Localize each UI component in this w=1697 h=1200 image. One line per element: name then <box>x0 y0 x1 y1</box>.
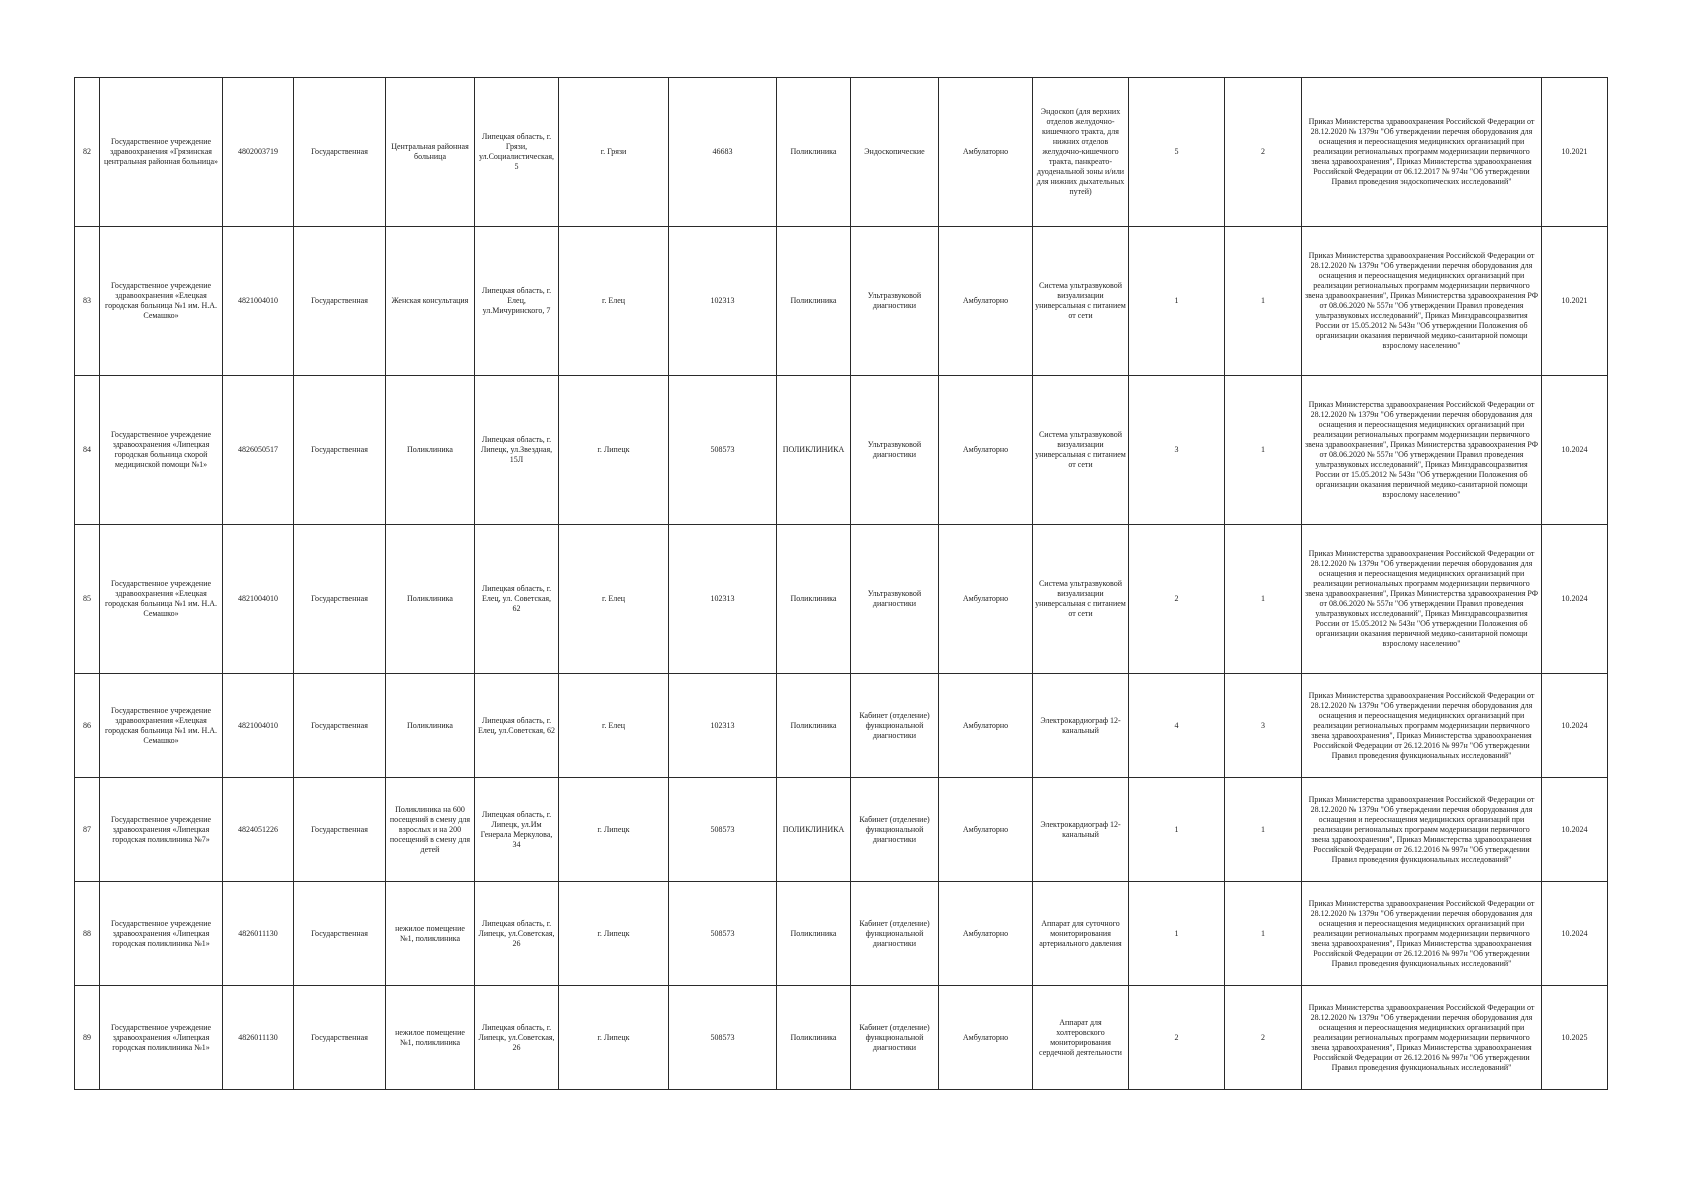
equipment-name-cell: Система ультразвуковой визуализации универсальная с питанием от сети <box>1033 227 1129 376</box>
subdivision-name-cell: Поликлиника на 600 посещений в смену для взрослых и на 200 посещений в смену для детей <box>386 778 475 882</box>
facility-type-cell: ПОЛИКЛИНИКА <box>777 376 851 525</box>
regulation-order-cell: Приказ Министерства здравоохранения Российской Федерации от 28.12.2020 № 1379н "Об утверждении перечня оборудования для оснащения и переоснащения медицинских организаций при реализации региональных программ модернизации первичного звена здравоохранения", Приказ Министерства здравоохранения РФ от 08.06.2020 № 557н "Об утверждении Правил проведения ультразвуковых исследований", Приказ Минздравсоцразвития России от 15.05.2012 № 543н "Об утверждении Положения об организации оказания первичной медико-санитарной помощи взрослому населению" <box>1302 376 1542 525</box>
organization-name-cell: Государственное учреждение здравоохранения «Липецкая городская поликлиника №7» <box>100 778 223 882</box>
equipment-name-cell: Система ультразвуковой визуализации универсальная с питанием от сети <box>1033 376 1129 525</box>
ownership-type-cell: Государственная <box>294 986 386 1090</box>
delivery-date-cell: 10.2024 <box>1542 525 1608 674</box>
address-cell: Липецкая область, г. Елец, ул. Советская, 62 <box>475 525 559 674</box>
oktmo-code-cell: 508573 <box>669 778 777 882</box>
inn-code-cell: 4826050517 <box>223 376 294 525</box>
care-conditions-cell: Амбулаторно <box>939 986 1033 1090</box>
address-cell: Липецкая область, г. Елец, ул.Мичуринского, 7 <box>475 227 559 376</box>
table-row <box>75 778 1608 882</box>
subdivision-name-cell: Женская консультация <box>386 227 475 376</box>
regulation-order-cell: Приказ Министерства здравоохранения Российской Федерации от 28.12.2020 № 1379н "Об утверждении перечня оборудования для оснащения и переоснащения медицинских организаций при реализации региональных программ модернизации первичного звена здравоохранения", Приказ Министерства здравоохранения Российской Федерации от 06.12.2017 № 974н "Об утверждении Правил проведения эндоскопических исследований" <box>1302 78 1542 227</box>
subdivision-name-cell: Центральная районная больница <box>386 78 475 227</box>
oktmo-code-cell: 508573 <box>669 376 777 525</box>
equipment-registry-table <box>74 77 1608 1090</box>
address-cell: Липецкая область, г. Липецк, ул.Советская, 26 <box>475 882 559 986</box>
room-type-cell: Ультразвуковой диагностики <box>851 227 939 376</box>
facility-type-cell: Поликлиника <box>777 882 851 986</box>
subdivision-name-cell: Поликлиника <box>386 525 475 674</box>
ownership-type-cell: Государственная <box>294 882 386 986</box>
room-type-cell: Эндоскопические <box>851 78 939 227</box>
inn-code-cell: 4802003719 <box>223 78 294 227</box>
oktmo-code-cell: 102313 <box>669 674 777 778</box>
equipment-quantity-required-cell: 3 <box>1225 674 1302 778</box>
equipment-quantity-cell: 3 <box>1129 376 1225 525</box>
equipment-name-cell: Электрокардиограф 12-канальный <box>1033 674 1129 778</box>
row-number-cell: 88 <box>75 882 100 986</box>
row-number-cell: 82 <box>75 78 100 227</box>
equipment-quantity-cell: 2 <box>1129 525 1225 674</box>
organization-name-cell: Государственное учреждение здравоохранения «Липецкая городская больница скорой медицинской помощи №1» <box>100 376 223 525</box>
regulation-order-cell: Приказ Министерства здравоохранения Российской Федерации от 28.12.2020 № 1379н "Об утверждении перечня оборудования для оснащения и переоснащения медицинских организаций при реализации региональных программ модернизации первичного звена здравоохранения", Приказ Министерства здравоохранения РФ от 08.06.2020 № 557н "Об утверждении Правил проведения ультразвуковых исследований", Приказ Минздравсоцразвития России от 15.05.2012 № 543н "Об утверждении Положения об организации оказания первичной медико-санитарной помощи взрослому населению" <box>1302 227 1542 376</box>
oktmo-code-cell: 102313 <box>669 227 777 376</box>
organization-name-cell: Государственное учреждение здравоохранения «Елецкая городская больница №1 им. Н.А. Семашко» <box>100 525 223 674</box>
city-cell: г. Липецк <box>559 376 669 525</box>
table-row <box>75 986 1608 1090</box>
room-type-cell: Кабинет (отделение) функциональной диагностики <box>851 986 939 1090</box>
organization-name-cell: Государственное учреждение здравоохранения «Елецкая городская больница №1 им. Н.А. Семашко» <box>100 227 223 376</box>
facility-type-cell: Поликлиника <box>777 674 851 778</box>
regulation-order-cell: Приказ Министерства здравоохранения Российской Федерации от 28.12.2020 № 1379н "Об утверждении перечня оборудования для оснащения и переоснащения медицинских организаций при реализации региональных программ модернизации первичного звена здравоохранения", Приказ Министерства здравоохранения Российской Федерации от 26.12.2016 № 997н "Об утверждении Правил проведения функциональных исследований" <box>1302 778 1542 882</box>
room-type-cell: Кабинет (отделение) функциональной диагностики <box>851 882 939 986</box>
subdivision-name-cell: Поликлиника <box>386 376 475 525</box>
equipment-quantity-required-cell: 2 <box>1225 986 1302 1090</box>
equipment-name-cell: Аппарат для холтеровского мониторирования сердечной деятельности <box>1033 986 1129 1090</box>
table-row <box>75 674 1608 778</box>
regulation-order-cell: Приказ Министерства здравоохранения Российской Федерации от 28.12.2020 № 1379н "Об утверждении перечня оборудования для оснащения и переоснащения медицинских организаций при реализации региональных программ модернизации первичного звена здравоохранения", Приказ Министерства здравоохранения Российской Федерации от 26.12.2016 № 997н "Об утверждении Правил проведения функциональных исследований" <box>1302 986 1542 1090</box>
subdivision-name-cell: нежилое помещение №1, поликлиника <box>386 882 475 986</box>
ownership-type-cell: Государственная <box>294 78 386 227</box>
table-row <box>75 78 1608 227</box>
organization-name-cell: Государственное учреждение здравоохранения «Липецкая городская поликлиника №1» <box>100 882 223 986</box>
address-cell: Липецкая область, г. Липецк, ул.Советская, 26 <box>475 986 559 1090</box>
ownership-type-cell: Государственная <box>294 674 386 778</box>
table-row <box>75 882 1608 986</box>
organization-name-cell: Государственное учреждение здравоохранения «Елецкая городская больница №1 им. Н.А. Семашко» <box>100 674 223 778</box>
oktmo-code-cell: 46683 <box>669 78 777 227</box>
city-cell: г. Липецк <box>559 986 669 1090</box>
registry-body <box>75 78 1608 1090</box>
room-type-cell: Ультразвуковой диагностики <box>851 376 939 525</box>
subdivision-name-cell: Поликлиника <box>386 674 475 778</box>
delivery-date-cell: 10.2024 <box>1542 778 1608 882</box>
inn-code-cell: 4821004010 <box>223 674 294 778</box>
row-number-cell: 86 <box>75 674 100 778</box>
row-number-cell: 87 <box>75 778 100 882</box>
city-cell: г. Елец <box>559 525 669 674</box>
ownership-type-cell: Государственная <box>294 227 386 376</box>
city-cell: г. Елец <box>559 674 669 778</box>
equipment-name-cell: Система ультразвуковой визуализации универсальная с питанием от сети <box>1033 525 1129 674</box>
equipment-quantity-required-cell: 1 <box>1225 778 1302 882</box>
facility-type-cell: Поликлиника <box>777 986 851 1090</box>
oktmo-code-cell: 508573 <box>669 986 777 1090</box>
equipment-quantity-cell: 1 <box>1129 227 1225 376</box>
oktmo-code-cell: 508573 <box>669 882 777 986</box>
care-conditions-cell: Амбулаторно <box>939 376 1033 525</box>
regulation-order-cell: Приказ Министерства здравоохранения Российской Федерации от 28.12.2020 № 1379н "Об утверждении перечня оборудования для оснащения и переоснащения медицинских организаций при реализации региональных программ модернизации первичного звена здравоохранения", Приказ Министерства здравоохранения РФ от 08.06.2020 № 557н "Об утверждении Правил проведения ультразвуковых исследований", Приказ Минздравсоцразвития России от 15.05.2012 № 543н "Об утверждении Положения об организации оказания первичной медико-санитарной помощи взрослому населению" <box>1302 525 1542 674</box>
care-conditions-cell: Амбулаторно <box>939 674 1033 778</box>
care-conditions-cell: Амбулаторно <box>939 882 1033 986</box>
care-conditions-cell: Амбулаторно <box>939 78 1033 227</box>
equipment-quantity-required-cell: 1 <box>1225 882 1302 986</box>
inn-code-cell: 4826011130 <box>223 882 294 986</box>
row-number-cell: 83 <box>75 227 100 376</box>
organization-name-cell: Государственное учреждение здравоохранения «Грязинская центральная районная больница» <box>100 78 223 227</box>
inn-code-cell: 4826011130 <box>223 986 294 1090</box>
delivery-date-cell: 10.2021 <box>1542 227 1608 376</box>
delivery-date-cell: 10.2021 <box>1542 78 1608 227</box>
equipment-name-cell: Электрокардиограф 12-канальный <box>1033 778 1129 882</box>
delivery-date-cell: 10.2025 <box>1542 986 1608 1090</box>
room-type-cell: Кабинет (отделение) функциональной диагностики <box>851 674 939 778</box>
city-cell: г. Грязи <box>559 78 669 227</box>
city-cell: г. Липецк <box>559 778 669 882</box>
room-type-cell: Ультразвуковой диагностики <box>851 525 939 674</box>
facility-type-cell: Поликлиника <box>777 78 851 227</box>
delivery-date-cell: 10.2024 <box>1542 882 1608 986</box>
equipment-name-cell: Эндоскоп (для верхних отделов желудочно-кишечного тракта, для нижних отделов желудочно-кишечного тракта, панкреато-дуоденальной зоны и/или для нижних дыхательных путей) <box>1033 78 1129 227</box>
equipment-quantity-required-cell: 2 <box>1225 78 1302 227</box>
row-number-cell: 89 <box>75 986 100 1090</box>
address-cell: Липецкая область, г. Липецк, ул.Им Генерала Меркулова, 34 <box>475 778 559 882</box>
subdivision-name-cell: нежилое помещение №1, поликлиника <box>386 986 475 1090</box>
regulation-order-cell: Приказ Министерства здравоохранения Российской Федерации от 28.12.2020 № 1379н "Об утверждении перечня оборудования для оснащения и переоснащения медицинских организаций при реализации региональных программ модернизации первичного звена здравоохранения", Приказ Министерства здравоохранения Российской Федерации от 26.12.2016 № 997н "Об утверждении Правил проведения функциональных исследований" <box>1302 674 1542 778</box>
care-conditions-cell: Амбулаторно <box>939 227 1033 376</box>
equipment-quantity-cell: 2 <box>1129 986 1225 1090</box>
organization-name-cell: Государственное учреждение здравоохранения «Липецкая городская поликлиника №1» <box>100 986 223 1090</box>
oktmo-code-cell: 102313 <box>669 525 777 674</box>
inn-code-cell: 4821004010 <box>223 227 294 376</box>
equipment-quantity-required-cell: 1 <box>1225 227 1302 376</box>
delivery-date-cell: 10.2024 <box>1542 674 1608 778</box>
ownership-type-cell: Государственная <box>294 525 386 674</box>
facility-type-cell: Поликлиника <box>777 227 851 376</box>
facility-type-cell: ПОЛИКЛИНИКА <box>777 778 851 882</box>
row-number-cell: 84 <box>75 376 100 525</box>
inn-code-cell: 4821004010 <box>223 525 294 674</box>
facility-type-cell: Поликлиника <box>777 525 851 674</box>
equipment-quantity-cell: 5 <box>1129 78 1225 227</box>
inn-code-cell: 4824051226 <box>223 778 294 882</box>
address-cell: Липецкая область, г. Грязи, ул.Социалистическая, 5 <box>475 78 559 227</box>
equipment-quantity-cell: 1 <box>1129 778 1225 882</box>
table-row <box>75 525 1608 674</box>
delivery-date-cell: 10.2024 <box>1542 376 1608 525</box>
equipment-quantity-cell: 4 <box>1129 674 1225 778</box>
equipment-quantity-required-cell: 1 <box>1225 376 1302 525</box>
row-number-cell: 85 <box>75 525 100 674</box>
regulation-order-cell: Приказ Министерства здравоохранения Российской Федерации от 28.12.2020 № 1379н "Об утверждении перечня оборудования для оснащения и переоснащения медицинских организаций при реализации региональных программ модернизации первичного звена здравоохранения", Приказ Министерства здравоохранения Российской Федерации от 26.12.2016 № 997н "Об утверждении Правил проведения функциональных исследований" <box>1302 882 1542 986</box>
room-type-cell: Кабинет (отделение) функциональной диагностики <box>851 778 939 882</box>
address-cell: Липецкая область, г. Елец, ул.Советская, 62 <box>475 674 559 778</box>
city-cell: г. Елец <box>559 227 669 376</box>
ownership-type-cell: Государственная <box>294 778 386 882</box>
equipment-quantity-cell: 1 <box>1129 882 1225 986</box>
equipment-quantity-required-cell: 1 <box>1225 525 1302 674</box>
address-cell: Липецкая область, г. Липецк, ул.Звездная, 15Л <box>475 376 559 525</box>
care-conditions-cell: Амбулаторно <box>939 778 1033 882</box>
ownership-type-cell: Государственная <box>294 376 386 525</box>
table-row <box>75 376 1608 525</box>
equipment-name-cell: Аппарат для суточного мониторирования артериального давления <box>1033 882 1129 986</box>
table-row <box>75 227 1608 376</box>
care-conditions-cell: Амбулаторно <box>939 525 1033 674</box>
city-cell: г. Липецк <box>559 882 669 986</box>
